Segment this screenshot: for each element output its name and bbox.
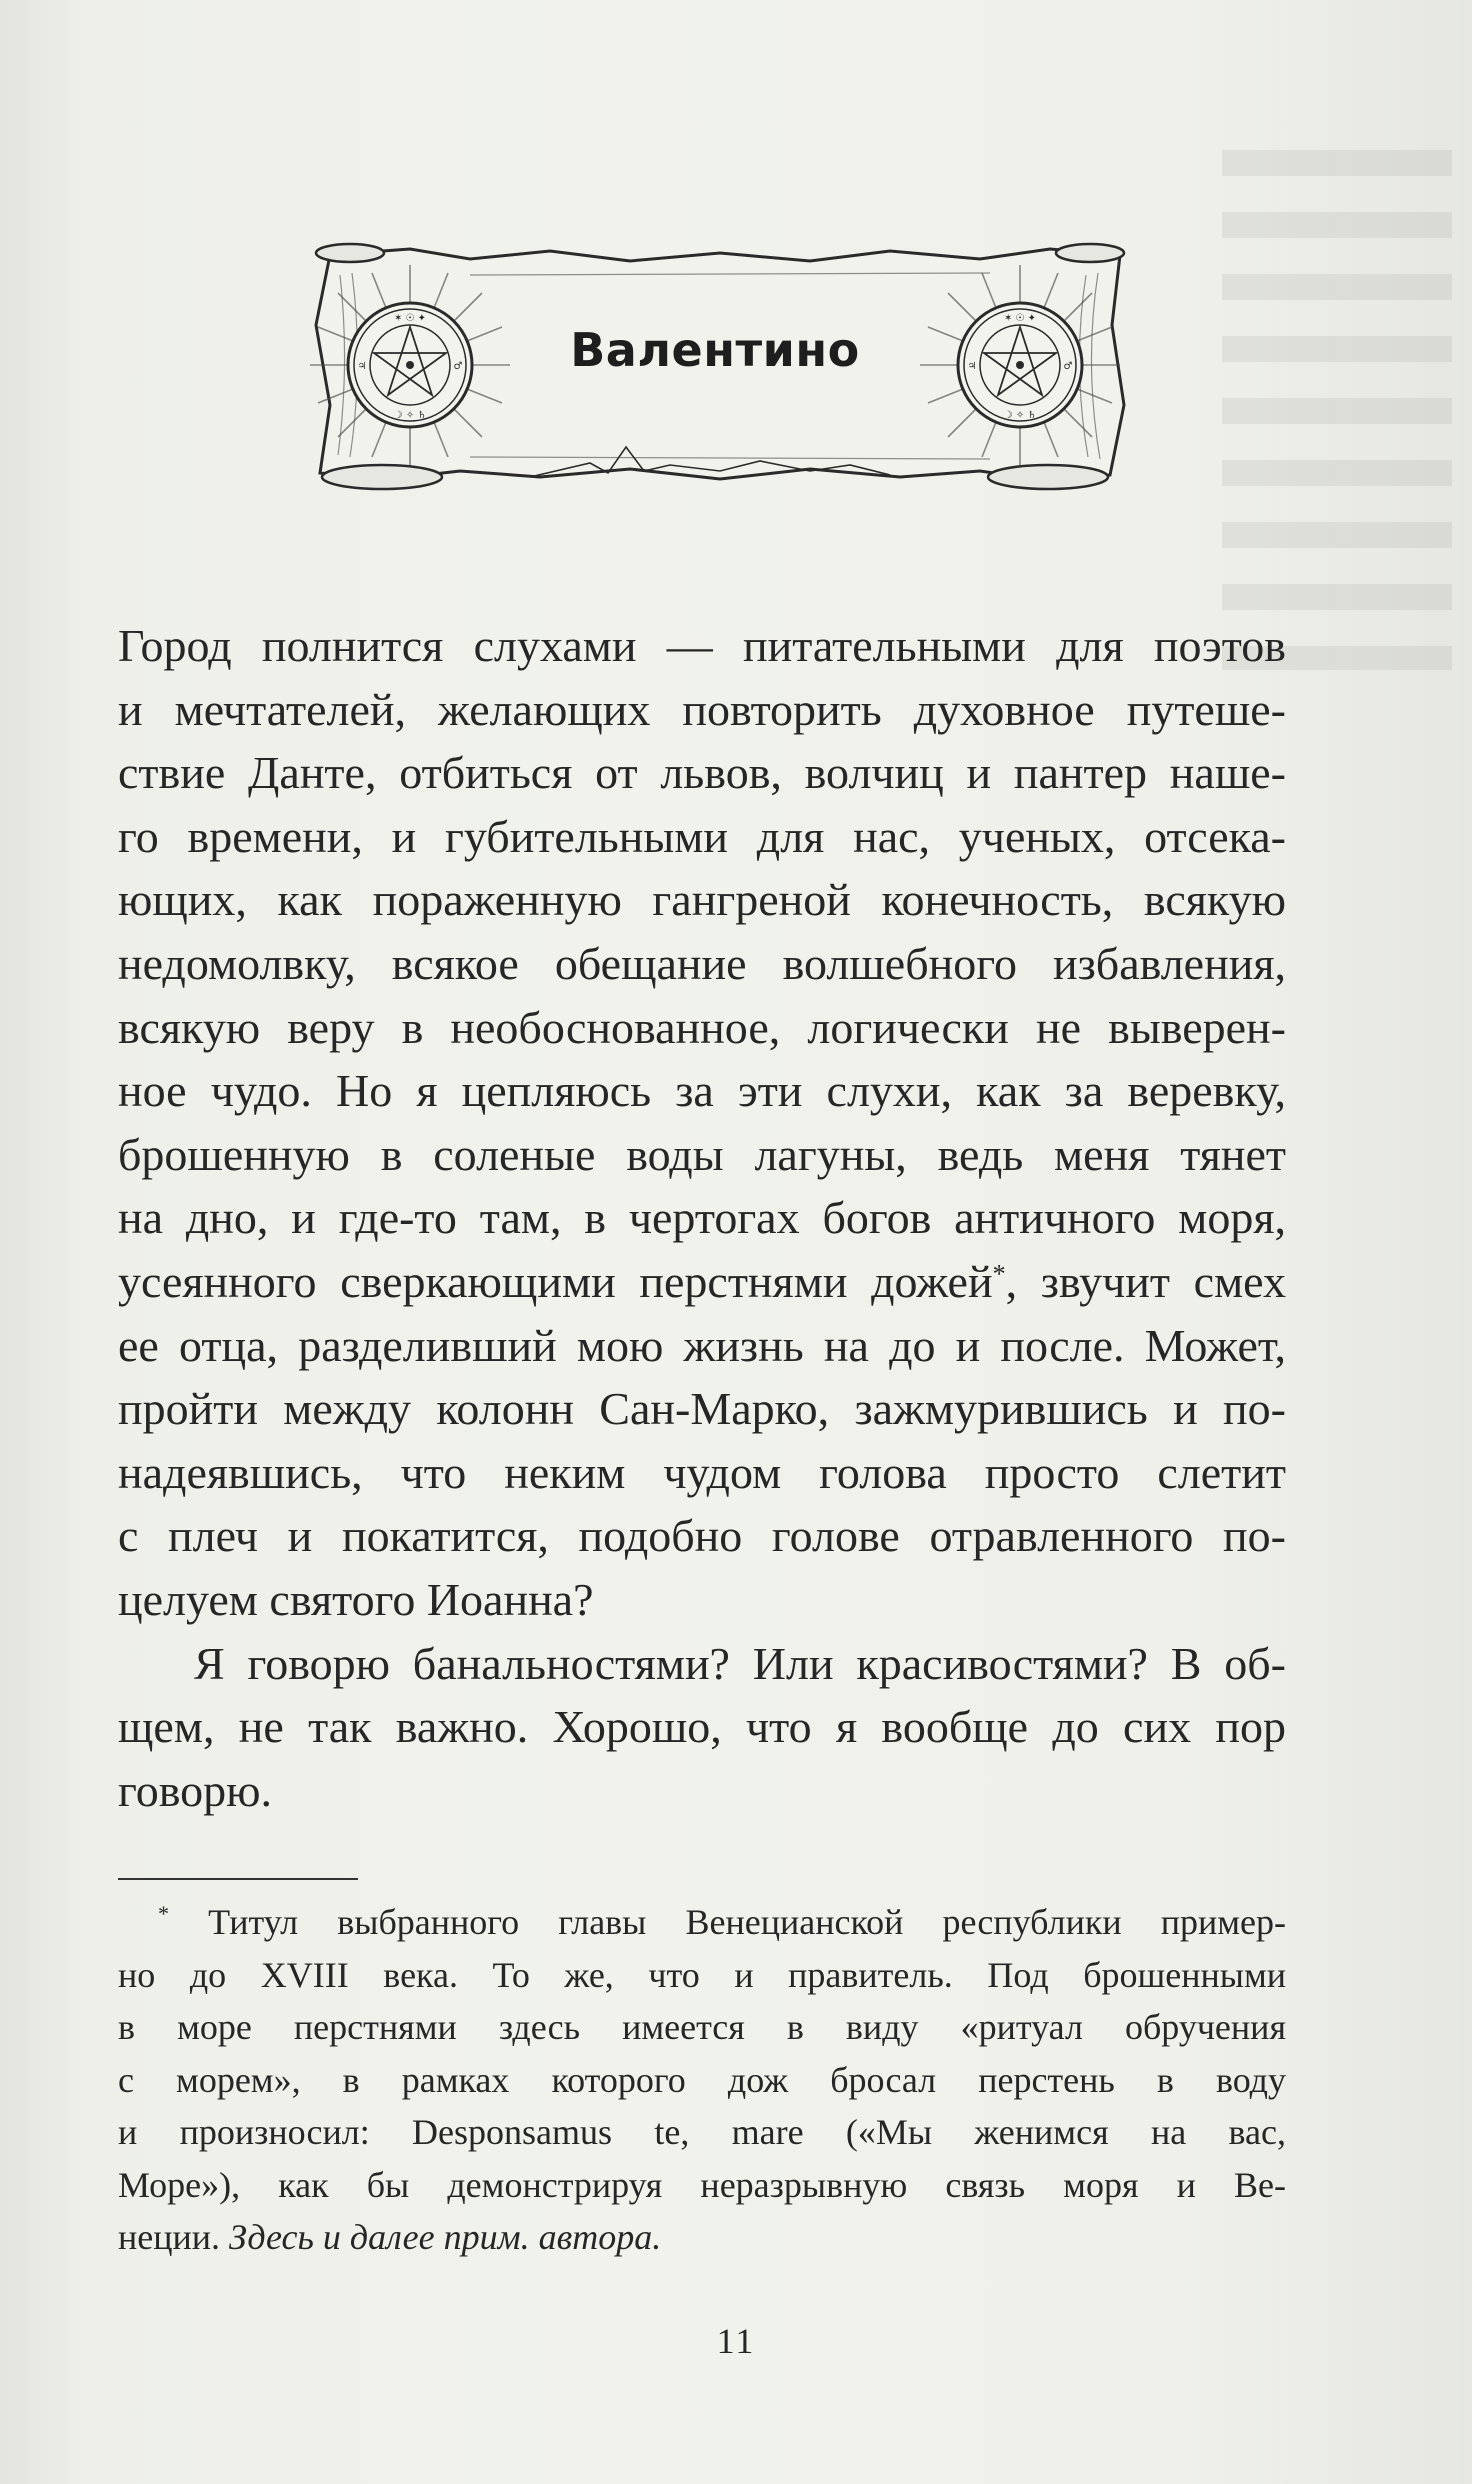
text-line: ствие Данте, отбиться от львов, волчиц и пантер наше- xyxy=(118,747,1286,799)
text-line: брошенную в соленые воды лагуны, ведь меня тянет xyxy=(118,1128,1286,1180)
footnote-line: но до XVIII века. То же, что и правитель. Под брошенными xyxy=(118,1954,1286,1995)
scroll-ornament: ✶ ☉ ✦ ☽ ✧ ♄ ♃ ♂ xyxy=(290,215,1140,515)
body-text xyxy=(118,614,1286,1822)
text-line: ющих, как пораженную гангреной конечность, всякую xyxy=(118,874,1286,926)
text-line: говорю. xyxy=(118,1764,272,1816)
footnote-text: неции. xyxy=(118,2217,230,2257)
footnote-line: и произносил: Desponsamus te, mare («Мы женимся на вас, xyxy=(118,2112,1286,2152)
text-line: на дно, и где-то там, в чертогах богов античного моря, xyxy=(118,1192,1286,1244)
text-segment: усеянного сверкающими перстнями дожей xyxy=(118,1255,993,1307)
footnote-line: с морем», в рамках которого дож бросал перстень в воду xyxy=(118,2059,1286,2100)
text-line: с плеч и покатится, подобно голове отравленного по- xyxy=(118,1510,1286,1562)
chapter-title: Валентино xyxy=(570,323,860,377)
text-segment: , звучит смех xyxy=(1005,1255,1286,1307)
text-line: щем, не так важно. Хорошо, что я вообще до сих пор xyxy=(118,1701,1286,1753)
text-line: недомолвку, всякое обещание волшебного избавления, xyxy=(118,937,1286,989)
show-through-text xyxy=(1222,150,1452,670)
text-line: ее отца, разделивший мою жизнь на до и после. Может, xyxy=(118,1319,1286,1371)
page-number: 11 xyxy=(716,2321,756,2361)
text-line: ное чудо. Но я цепляюсь за эти слухи, как за веревку, xyxy=(118,1065,1286,1117)
text-line: пройти между колонн Сан-Марко, зажмурившись и по- xyxy=(118,1383,1286,1435)
footnote-text: Титул выбранного главы Венецианской республики пример- xyxy=(208,1902,1286,1942)
footnote-line: Море»), как бы демонстрируя неразрывную связь моря и Ве- xyxy=(118,2164,1286,2205)
footnote-line: в море перстнями здесь имеется в виду «ритуал обручения xyxy=(118,2007,1286,2047)
footnote-line xyxy=(118,1896,1286,1949)
footnote-mark: * xyxy=(158,1900,169,1926)
text-line: го времени, и губительными для нас, ученых, отсека- xyxy=(118,810,1286,862)
footnote-separator xyxy=(118,1878,358,1880)
text-line: и мечтателей, желающих повторить духовное путеше- xyxy=(118,683,1286,735)
text-line: Город полнится слухами — питательными для поэтов xyxy=(118,620,1286,671)
text-line: целуем святого Иоанна? xyxy=(118,1573,594,1625)
text-line: всякую веру в необоснованное, логически не выверен- xyxy=(118,1001,1286,1053)
footnote-line xyxy=(118,2211,1286,2264)
chapter-banner xyxy=(237,163,1140,515)
footnote xyxy=(118,1896,1286,2264)
footnote-author-note: Здесь и далее прим. автора. xyxy=(229,2217,662,2257)
paragraph-first-line: Я говорю банальностями? Или красивостями? В об- xyxy=(194,1637,1286,1689)
footnote-reference[interactable]: * xyxy=(992,1259,1006,1289)
text-line-with-footnote-mark xyxy=(118,1250,1286,1314)
text-line: надеявшись, что неким чудом голова просто слетит xyxy=(118,1446,1286,1498)
